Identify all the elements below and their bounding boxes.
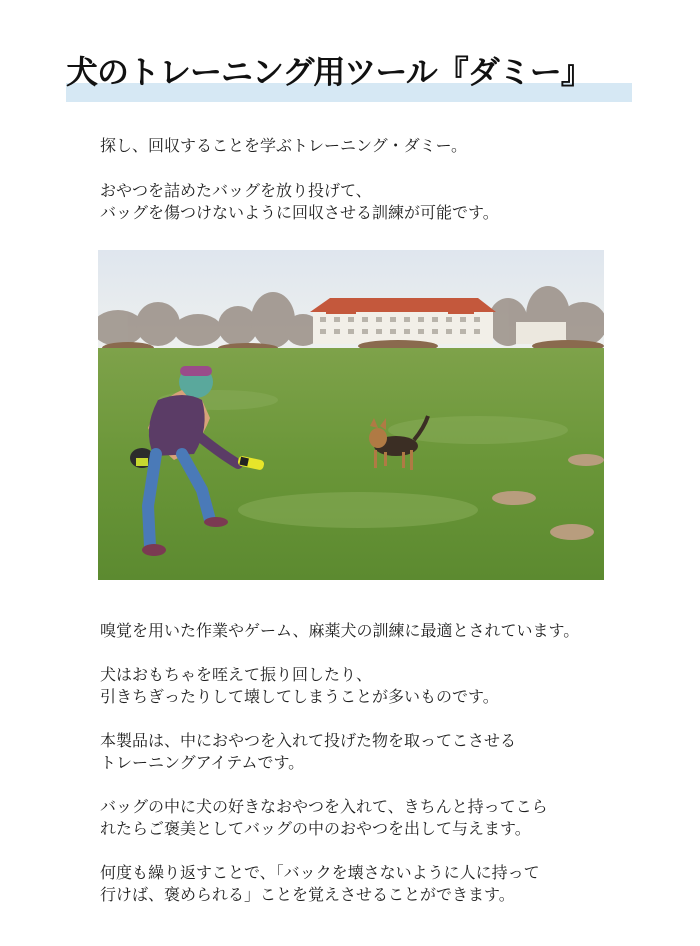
photo-building: [310, 298, 496, 344]
training-photo: [98, 250, 604, 580]
photo-grass: [98, 348, 604, 580]
page-title: 犬のトレーニング用ツール『ダミー』: [66, 53, 592, 91]
body-line: 引きちぎったりして壊してしまうことが多いものです。: [100, 687, 499, 706]
body-paragraph-1: [100, 620, 579, 642]
body-line: 行けば、褒められる」ことを覚えさせることができます。: [100, 885, 515, 904]
body-line: 嗅覚を用いた作業やゲーム、麻薬犬の訓練に最適とされています。: [100, 621, 580, 640]
intro-description: [100, 180, 499, 224]
title-block: [66, 44, 632, 104]
body-paragraph-5: [100, 862, 540, 906]
body-line: バッグの中に犬の好きなおやつを入れて、きちんと持ってこら: [100, 797, 548, 816]
body-line: 犬はおもちゃを咥えて振り回したり、: [100, 665, 373, 684]
body-line: れたらご褒美としてバッグの中のおやつを出して与えます。: [100, 819, 531, 838]
intro-line: 探し、回収することを学ぶトレーニング・ダミー。: [100, 136, 468, 155]
intro-line: バッグを傷つけないように回収させる訓練が可能です。: [100, 203, 499, 222]
intro-line: おやつを詰めたバッグを放り投げて、: [100, 181, 372, 200]
photo-illustration: [98, 250, 604, 580]
body-paragraph-2: [100, 664, 499, 708]
body-paragraph-4: [100, 796, 548, 840]
body-line: トレーニングアイテムです。: [100, 753, 305, 772]
body-line: 何度も繰り返すことで、「バックを壊さないように人に持って: [100, 863, 540, 882]
body-line: 本製品は、中におやつを入れて投げた物を取ってこさせる: [100, 731, 517, 750]
intro-lead: [100, 135, 467, 157]
body-paragraph-3: [100, 730, 516, 774]
